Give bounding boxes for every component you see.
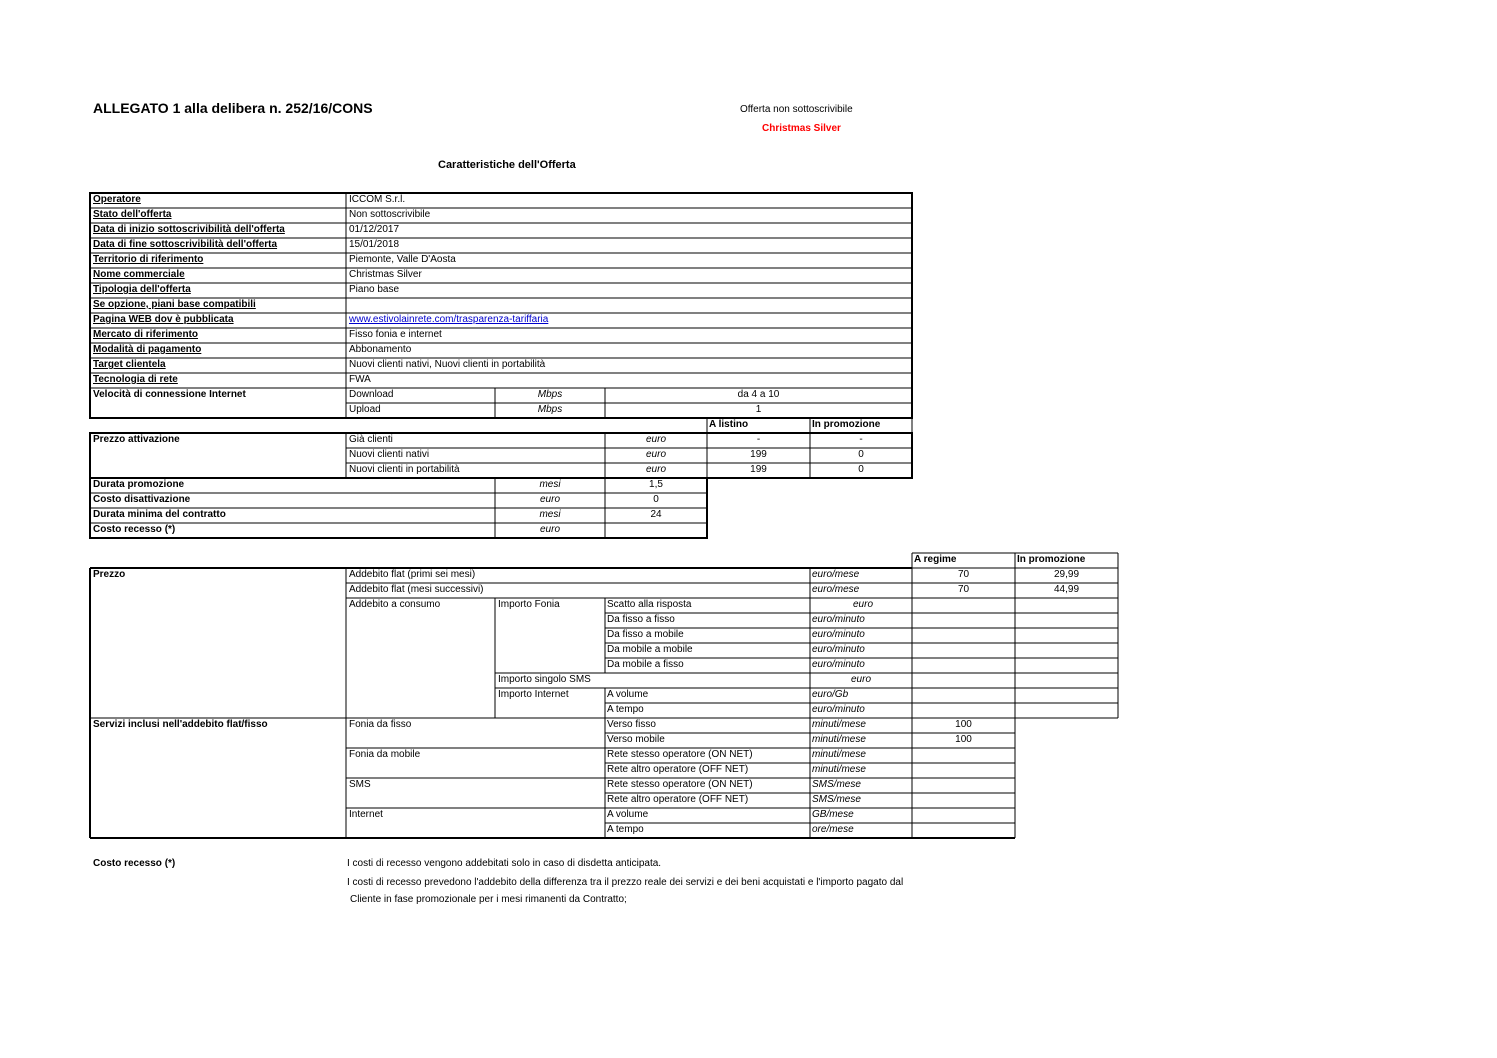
- info-label: Data di inizio sottoscrivibilità dell'offerta: [93, 224, 285, 235]
- servizi-row-unit: minuti/mese: [812, 764, 866, 775]
- info-value: Christmas Silver: [349, 269, 422, 280]
- contratto-label: Durata minima del contratto: [93, 509, 226, 520]
- servizi-row-value: 100: [955, 719, 972, 730]
- info-value: Abbonamento: [349, 344, 412, 355]
- website-link[interactable]: www.estivolainrete.com/trasparenza-tariffaria: [349, 314, 549, 325]
- servizi-row-label: Rete stesso operatore (ON NET): [607, 779, 753, 790]
- servizi-row-label: Rete altro operatore (OFF NET): [607, 764, 749, 775]
- flat-unit: euro/mese: [812, 569, 860, 580]
- fonia-row-label: Scatto alla risposta: [607, 599, 692, 610]
- contratto-value: 0: [653, 494, 659, 505]
- notes-line-2: I costi di recesso prevedono l'addebito della differenza tra il prezzo reale dei servizi e dei beni acquistati e l'importo pagato dal: [347, 877, 904, 888]
- attivazione-promo: 0: [858, 449, 864, 460]
- servizi-row-label: Rete altro operatore (OFF NET): [607, 794, 749, 805]
- col-in-promozione: In promozione: [812, 419, 881, 430]
- servizi-row-unit: SMS/mese: [812, 779, 861, 790]
- contratto-label: Costo recesso (*): [93, 524, 176, 535]
- attivazione-listino: 199: [750, 464, 767, 475]
- attivazione-row-label: Già clienti: [349, 434, 393, 445]
- servizi-row-label: A tempo: [607, 824, 644, 835]
- col-a-listino: A listino: [709, 419, 749, 430]
- velocita-label: Velocità di connessione Internet: [93, 389, 246, 400]
- servizi-label: Servizi inclusi nell'addebito flat/fisso: [93, 719, 268, 730]
- fonia-row-label: Da mobile a mobile: [607, 644, 693, 655]
- info-label: Tecnologia di rete: [93, 374, 178, 385]
- flat-label: Addebito flat (mesi successivi): [349, 584, 484, 595]
- prezzo-label: Prezzo: [93, 569, 126, 580]
- fonia-row-unit: euro/minuto: [812, 629, 865, 640]
- info-label: Data di fine sottoscrivibilità dell'offerta: [93, 239, 278, 250]
- fonia-row-unit: euro/minuto: [812, 659, 865, 670]
- offer-name: Christmas Silver: [762, 123, 841, 134]
- col-in-promozione-2: In promozione: [1017, 554, 1086, 565]
- internet-row-label: A volume: [607, 689, 649, 700]
- servizi-row-unit: minuti/mese: [812, 749, 866, 760]
- internet-row-unit: euro/minuto: [812, 704, 865, 715]
- flat-regime: 70: [957, 569, 970, 580]
- info-label: Tipologia dell'offerta: [93, 284, 191, 295]
- consumo-label: Addebito a consumo: [349, 599, 441, 610]
- contratto-unit: mesi: [539, 509, 561, 520]
- section-title: Caratteristiche dell'Offerta: [438, 159, 576, 171]
- contratto-label: Durata promozione: [93, 479, 185, 490]
- internet-row-label: A tempo: [607, 704, 644, 715]
- flat-label: Addebito flat (primi sei mesi): [349, 569, 476, 580]
- col-a-regime: A regime: [914, 554, 957, 565]
- fonia-row-unit: euro/minuto: [812, 614, 865, 625]
- internet-row-unit: euro/Gb: [812, 689, 849, 700]
- fonia-row-unit: euro/minuto: [812, 644, 865, 655]
- contratto-unit: mesi: [539, 479, 561, 490]
- flat-promo: 29,99: [1053, 569, 1080, 580]
- download-unit: Mbps: [537, 389, 563, 400]
- info-value: 01/12/2017: [349, 224, 400, 235]
- upload-label: Upload: [349, 404, 381, 415]
- attivazione-unit: euro: [645, 464, 666, 475]
- servizi-group-label: Internet: [349, 809, 383, 820]
- info-value: Fisso fonia e internet: [349, 329, 442, 340]
- importo-fonia-label: Importo Fonia: [498, 599, 560, 610]
- sms-unit: euro: [850, 674, 871, 685]
- info-label: Nome commerciale: [93, 269, 185, 280]
- servizi-row-unit: minuti/mese: [812, 734, 866, 745]
- attivazione-row-label: Nuovi clienti nativi: [349, 449, 430, 460]
- fonia-row-label: Da mobile a fisso: [607, 659, 684, 670]
- info-value: Non sottoscrivibile: [349, 209, 431, 220]
- servizi-row-label: A volume: [607, 809, 649, 820]
- info-label: Modalità di pagamento: [93, 344, 202, 355]
- servizi-row-unit: SMS/mese: [812, 794, 861, 805]
- attivazione-listino: 199: [750, 449, 767, 460]
- download-label: Download: [349, 389, 394, 400]
- flat-promo: 44,99: [1053, 584, 1080, 595]
- info-label: Territorio di riferimento: [93, 254, 204, 265]
- notes-line-1: I costi di recesso vengono addebitati solo in caso di disdetta anticipata.: [347, 858, 662, 869]
- offer-status: Offerta non sottoscrivibile: [740, 104, 853, 115]
- fonia-row-label: Da fisso a mobile: [607, 629, 684, 640]
- info-value: Piemonte, Valle D'Aosta: [349, 254, 456, 265]
- notes-label: Costo recesso (*): [93, 858, 176, 869]
- attivazione-promo: 0: [858, 464, 864, 475]
- info-label: Se opzione, piani base compatibili: [93, 299, 256, 310]
- document-title: ALLEGATO 1 alla delibera n. 252/16/CONS: [93, 100, 373, 116]
- attivazione-row-label: Nuovi clienti in portabilità: [349, 464, 460, 475]
- contratto-unit: euro: [539, 524, 560, 535]
- flat-unit: euro/mese: [812, 584, 860, 595]
- upload-value: 1: [755, 404, 762, 415]
- info-label: Pagina WEB dov è pubblicata: [93, 314, 234, 325]
- info-value: ICCOM S.r.l.: [349, 194, 406, 205]
- info-value: FWA: [349, 374, 371, 385]
- servizi-group-label: Fonia da fisso: [349, 719, 412, 730]
- info-label: Operatore: [93, 194, 141, 205]
- contratto-label: Costo disattivazione: [93, 494, 191, 505]
- contratto-value: 24: [650, 509, 662, 520]
- upload-unit: Mbps: [537, 404, 563, 415]
- servizi-group-label: SMS: [349, 779, 371, 790]
- notes-line-3: Cliente in fase promozionale per i mesi rimanenti da Contratto;: [350, 894, 627, 905]
- contratto-value: 1,5: [649, 479, 663, 490]
- prezzo-attivazione-label: Prezzo attivazione: [93, 434, 180, 445]
- info-value: Nuovi clienti nativi, Nuovi clienti in portabilità: [349, 359, 546, 370]
- info-label: Stato dell'offerta: [93, 209, 172, 220]
- importo-internet-label: Importo Internet: [498, 689, 569, 700]
- servizi-row-label: Verso fisso: [607, 719, 656, 730]
- attivazione-listino: -: [756, 434, 761, 445]
- info-value: Piano base: [349, 284, 400, 295]
- servizi-row-unit: GB/mese: [812, 809, 854, 820]
- sms-label: Importo singolo SMS: [498, 674, 591, 685]
- fonia-row-unit: euro: [852, 599, 873, 610]
- servizi-row-label: Rete stesso operatore (ON NET): [607, 749, 753, 760]
- info-label: Mercato di riferimento: [93, 329, 199, 340]
- attivazione-unit: euro: [645, 449, 666, 460]
- attivazione-promo: -: [859, 434, 863, 445]
- fonia-row-label: Da fisso a fisso: [607, 614, 675, 625]
- servizi-row-unit: ore/mese: [812, 824, 854, 835]
- download-value: da 4 a 10: [737, 389, 780, 400]
- contratto-unit: euro: [539, 494, 560, 505]
- servizi-row-value: 100: [955, 734, 972, 745]
- attivazione-unit: euro: [645, 434, 666, 445]
- info-value: 15/01/2018: [349, 239, 400, 250]
- flat-regime: 70: [957, 584, 970, 595]
- servizi-row-unit: minuti/mese: [812, 719, 866, 730]
- servizi-row-label: Verso mobile: [607, 734, 665, 745]
- info-label: Target clientela: [93, 359, 166, 370]
- servizi-group-label: Fonia da mobile: [349, 749, 421, 760]
